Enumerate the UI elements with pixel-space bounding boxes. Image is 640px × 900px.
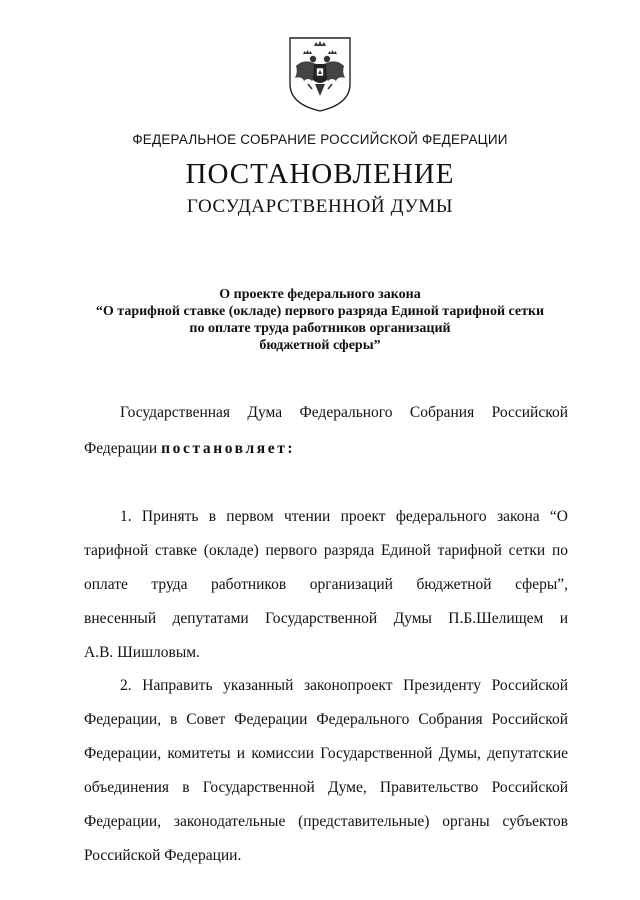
item-line: объединения в Государственной Думе, Правительство Российской xyxy=(84,779,568,796)
organization-name: ФЕДЕРАЛЬНОЕ СОБРАНИЕ РОССИЙСКОЙ ФЕДЕРАЦИИ xyxy=(132,132,508,147)
item-line: оплате труда работников организаций бюджетной сферы”, xyxy=(84,576,568,593)
preamble-prefix: Федерации xyxy=(84,440,162,457)
item-line: Федерации, комитеты и комиссии Государственной Думы, депутатские xyxy=(84,745,568,762)
document-subject xyxy=(0,286,640,354)
subject-line: О проекте федерального закона xyxy=(219,287,421,302)
subject-line: по оплате труда работников организаций xyxy=(189,321,451,336)
subject-line: бюджетной сферы” xyxy=(259,338,381,353)
item-line: Федерации, в Совет Федерации Федерального Собрания Российской xyxy=(84,711,568,728)
item-line: Федерации, законодательные (представительные) органы субъектов xyxy=(84,813,568,830)
preamble-line xyxy=(84,440,568,458)
item-line: внесенный депутатами Государственной Думы П.Б.Шелищем и xyxy=(84,610,568,627)
resolution-verb: постановляет: xyxy=(161,440,296,457)
document-title: ПОСТАНОВЛЕНИЕ xyxy=(185,158,455,190)
item-line: Российской Федерации. xyxy=(84,847,242,864)
preamble-line: Государственная Дума Федерального Собрания Российской xyxy=(120,404,568,421)
item-line: А.В. Шишловым. xyxy=(84,644,200,661)
subject-line: “О тарифной ставке (окладе) первого разряда Единой тарифной сетки xyxy=(95,304,545,319)
item-line: тарифной ставке (окладе) первого разряда Единой тарифной сетки по xyxy=(84,542,568,559)
item-line: 2. Направить указанный законопроект Президенту Российской xyxy=(120,677,568,694)
document-subtitle: ГОСУДАРСТВЕННОЙ ДУМЫ xyxy=(186,196,454,217)
russian-coat-of-arms-icon xyxy=(286,34,354,114)
item-line: 1. Принять в первом чтении проект федерального закона “О xyxy=(120,508,568,525)
